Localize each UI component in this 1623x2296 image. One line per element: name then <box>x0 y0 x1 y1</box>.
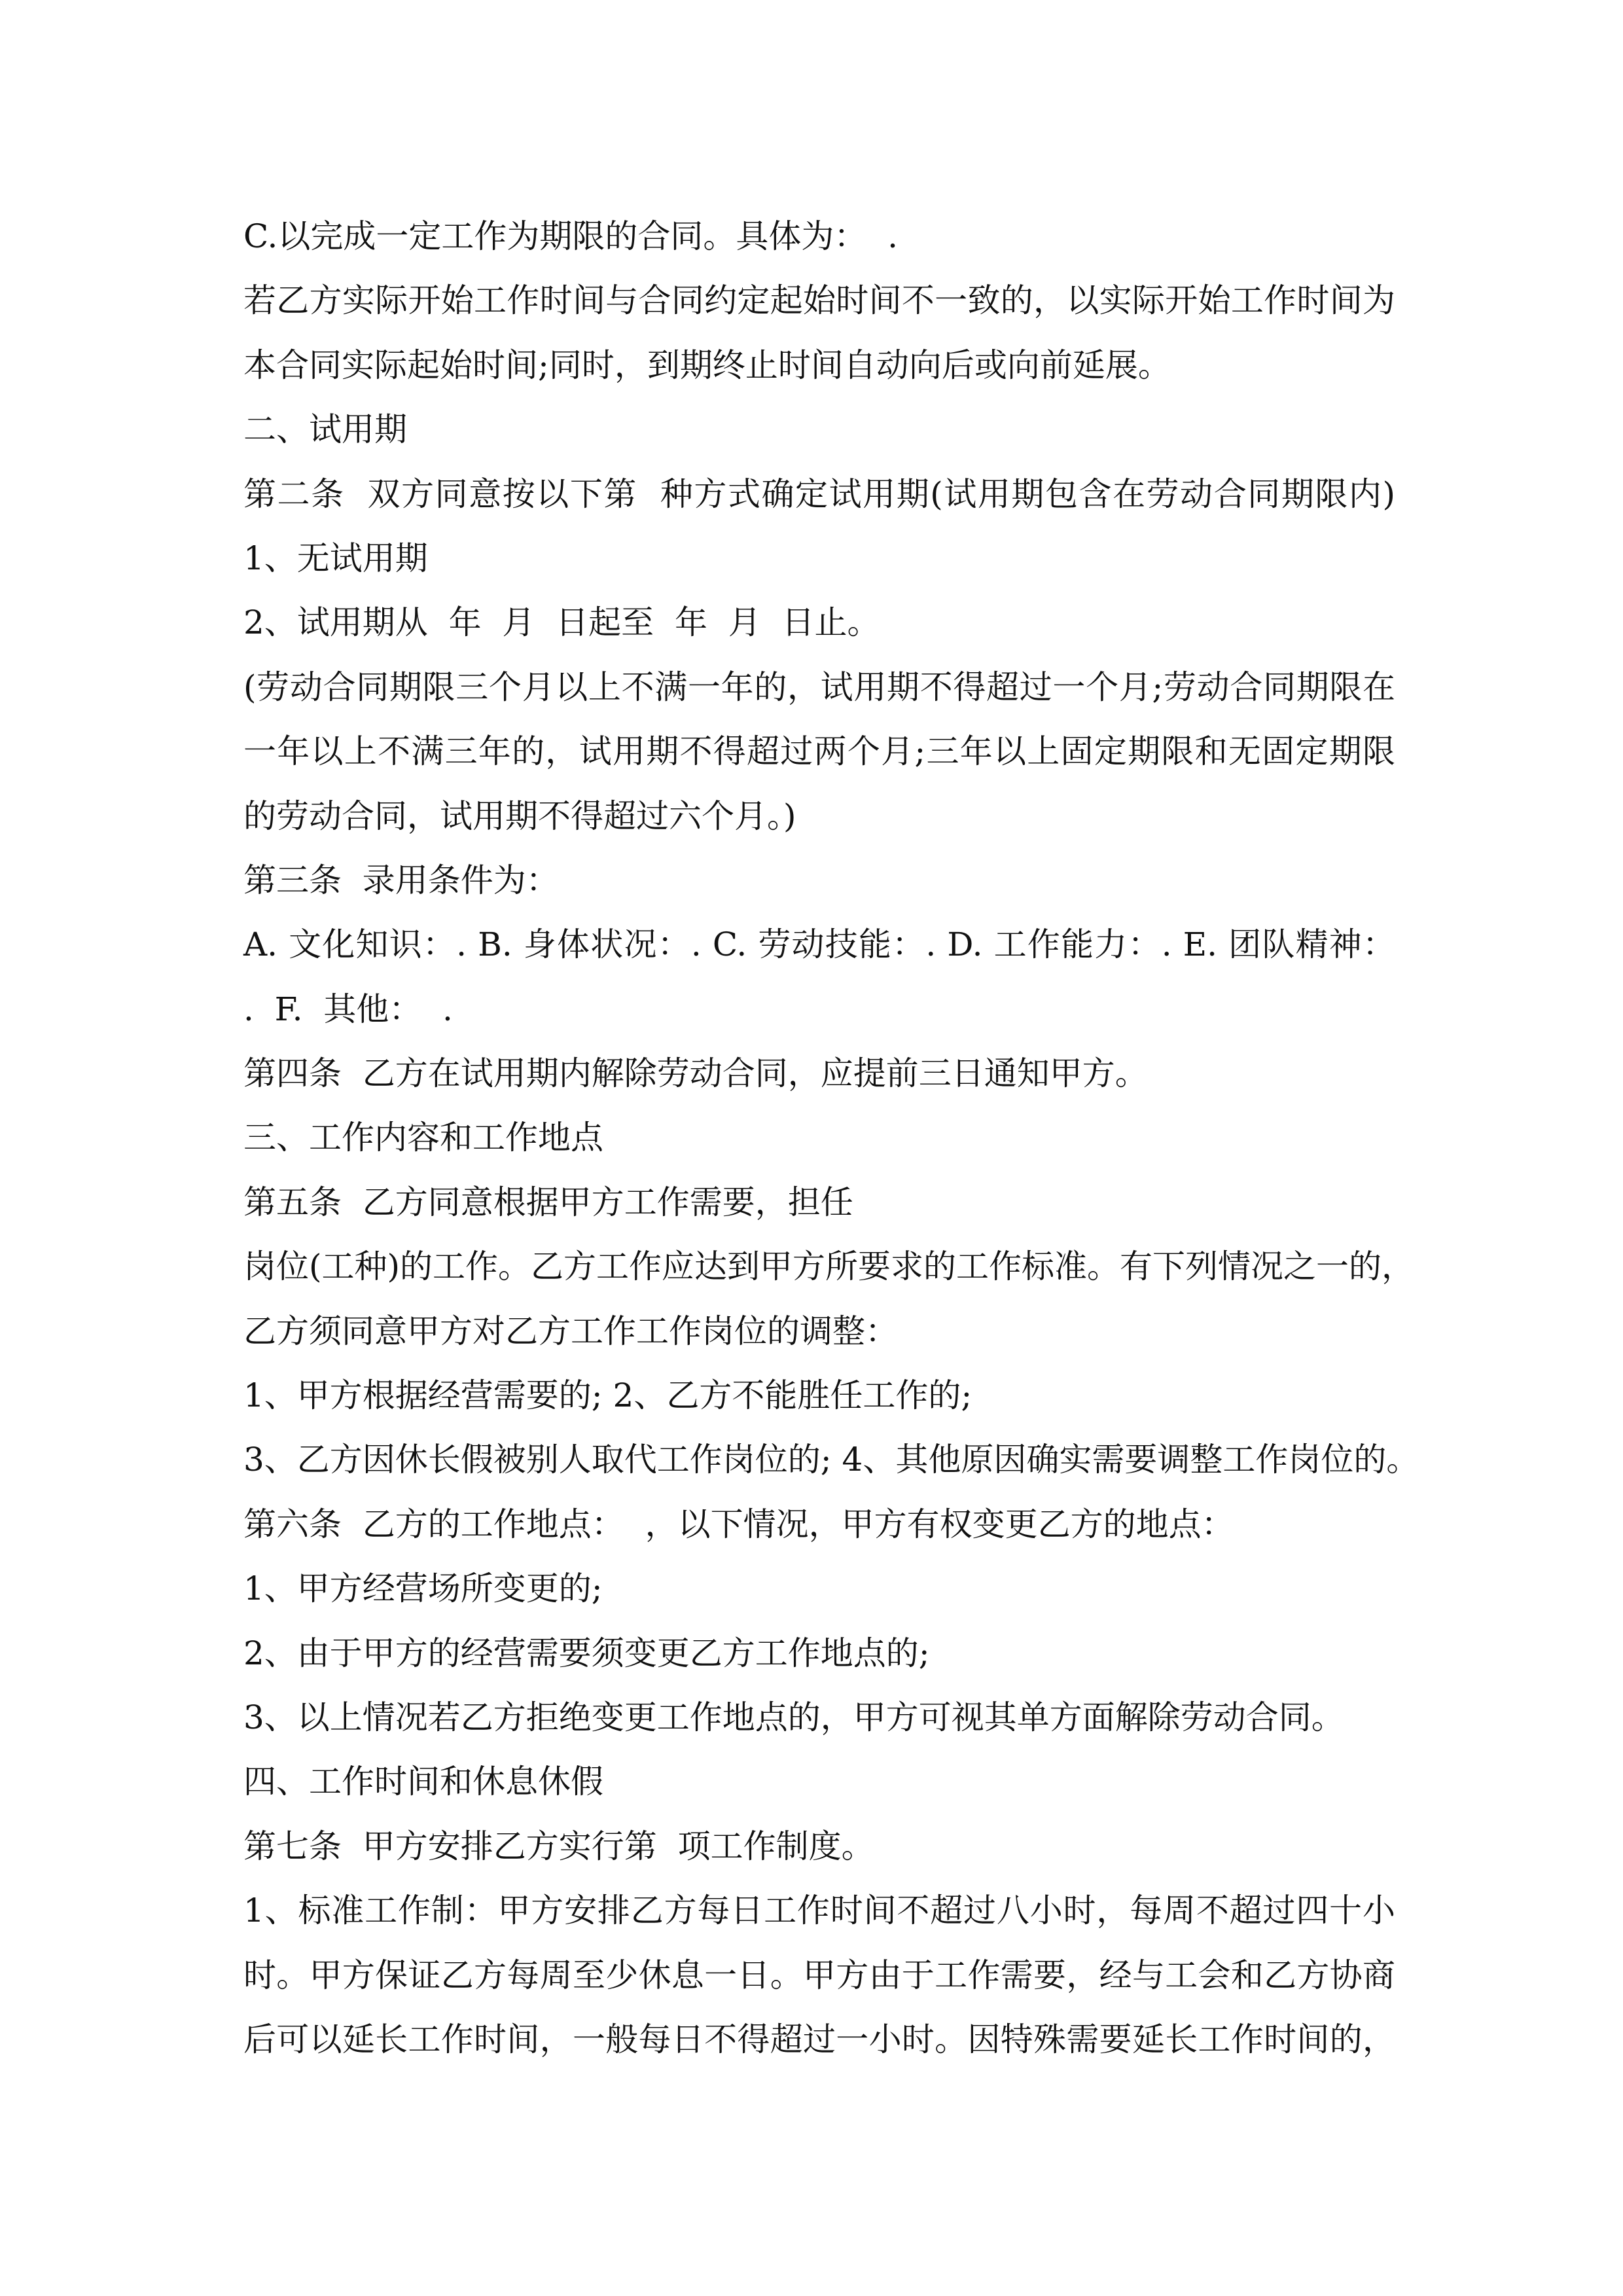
text-line: 一年以上不满三年的，试用期不得超过两个月;三年以上固定期限和无固定期限 <box>243 732 1395 771</box>
text-line: 1、标准工作制：甲方安排乙方每日工作时间不超过八小时，每周不超过四十小 <box>243 1892 1395 1930</box>
text-line: 的劳动合同，试用期不得超过六个月。) <box>243 797 796 835</box>
text-line: 2、试用期从 年 月 日起至 年 月 日止。 <box>243 603 880 642</box>
text-line: 后可以延长工作时间，一般每日不得超过一小时。因特殊需要延长工作时间的， <box>243 2020 1395 2058</box>
text-line: A. 文化知识：. B. 身体状况：. C. 劳动技能：. D. 工作能力：. E. 团队精神： <box>243 925 1395 964</box>
text-line: 第六条 乙方的工作地点： ，以下情况，甲方有权变更乙方的地点： <box>243 1505 1234 1543</box>
section-heading: 三、工作内容和工作地点 <box>243 1119 603 1157</box>
text-line: 第五条 乙方同意根据甲方工作需要，担任 <box>243 1183 853 1221</box>
text-line: 时。甲方保证乙方每周至少休息一日。甲方由于工作需要，经与工会和乙方协商 <box>243 1956 1395 1994</box>
text-line: 3、以上情况若乙方拒绝变更工作地点的，甲方可视其单方面解除劳动合同。 <box>243 1698 1344 1736</box>
text-line: 乙方须同意甲方对乙方工作工作岗位的调整： <box>243 1312 898 1350</box>
text-line: 本合同实际起始时间;同时，到期终止时间自动向后或向前延展。 <box>243 346 1171 384</box>
section-heading: 四、工作时间和休息休假 <box>243 1763 603 1801</box>
text-line: . F. 其他： . <box>243 990 453 1028</box>
text-line: 岗位(工种)的工作。乙方工作应达到甲方所要求的工作标准。有下列情况之一的， <box>243 1247 1415 1286</box>
text-line: 1、无试用期 <box>243 539 428 577</box>
text-line: 1、甲方根据经营需要的; 2、乙方不能胜任工作的; <box>243 1376 972 1415</box>
text-line: 3、乙方因休长假被别人取代工作岗位的; 4、其他原因确实需要调整工作岗位的。 <box>243 1441 1419 1479</box>
text-line: (劳动合同期限三个月以上不满一年的，试用期不得超过一个月;劳动合同期限在 <box>243 668 1395 706</box>
text-line: 若乙方实际开始工作时间与合同约定起始时间不一致的，以实际开始工作时间为 <box>243 281 1395 320</box>
section-heading: 二、试用期 <box>243 410 407 449</box>
text-line: 第二条 双方同意按以下第 种方式确定试用期(试用期包含在劳动合同期限内) <box>243 475 1395 513</box>
text-line: 第七条 甲方安排乙方实行第 项工作制度。 <box>243 1827 874 1865</box>
text-line: C.以完成一定工作为期限的合同。具体为： . <box>243 217 899 255</box>
text-line: 第三条 录用条件为： <box>243 861 559 899</box>
text-line: 1、甲方经营场所变更的; <box>243 1570 603 1608</box>
text-line: 2、由于甲方的经营需要须变更乙方工作地点的; <box>243 1634 930 1672</box>
text-line: 第四条 乙方在试用期内解除劳动合同，应提前三日通知甲方。 <box>243 1054 1148 1093</box>
contract-body-text <box>243 204 1419 2072</box>
